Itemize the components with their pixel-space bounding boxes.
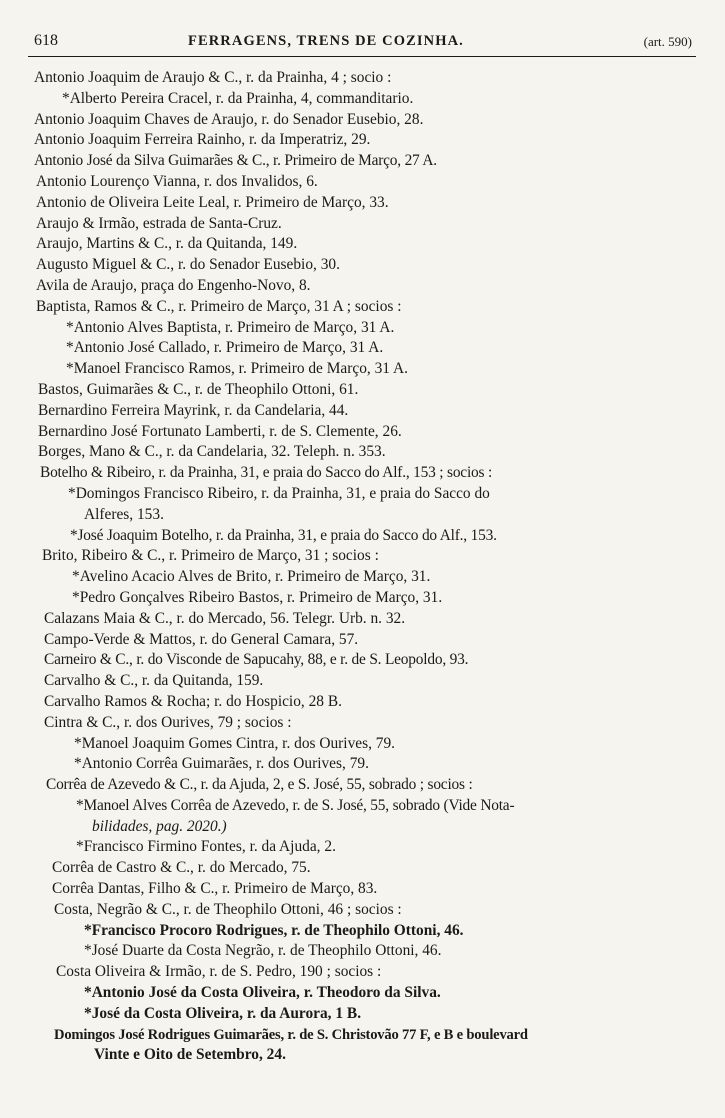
entry-line: *José da Costa Oliveira, r. da Aurora, 1 B.: [84, 1004, 362, 1022]
entry-line: *Antonio Alves Baptista, r. Primeiro de Março, 31 A.: [66, 318, 395, 336]
entry-line: Botelho & Ribeiro, r. da Prainha, 31, e praia do Sacco do Alf., 153 ; socios :: [40, 464, 493, 482]
entry-line: *Avelino Acacio Alves de Brito, r. Primeiro de Março, 31.: [72, 568, 431, 586]
entry-line: [38, 442, 725, 463]
entry-line: Corrêa de Castro & C., r. do Mercado, 75.: [52, 859, 311, 877]
entry-line: *Alberto Pereira Cracel, r. da Prainha, 4, commanditario.: [62, 89, 414, 107]
entry-line: Brito, Ribeiro & C., r. Primeiro de Março, 31 ; socios :: [42, 547, 379, 565]
entry-line: Carvalho & C., r. da Quitanda, 159.: [44, 672, 264, 690]
entry-line: *Pedro Gonçalves Ribeiro Bastos, r. Primeiro de Março, 31.: [72, 588, 443, 606]
entry-line: Antonio Lourenço Vianna, r. dos Invalidos, 6.: [36, 172, 318, 190]
entry-line: Calazans Maia & C., r. do Mercado, 56. Telegr. Urb. n. 32.: [44, 609, 406, 627]
entry-line: Antonio Joaquim de Araujo & C., r. da Prainha, 4 ; socio :: [34, 69, 392, 86]
entry-line: *Manoel Joaquim Gomes Cintra, r. dos Ourives, 79.: [74, 734, 396, 752]
entry-line: *Manoel Francisco Ramos, r. Primeiro de Março, 31 A.: [66, 360, 408, 378]
entry-line: Vinte e Oito de Setembro, 24.: [94, 1046, 286, 1064]
entry-line: *José Duarte da Costa Negrão, r. de Theophilo Ottoni, 46.: [84, 942, 442, 960]
entry-line: Antonio José da Silva Guimarães & C., r. Primeiro de Março, 27 A.: [34, 152, 437, 170]
entry-line: *Domingos Francisco Ribeiro, r. da Prainha, 31, e praia do Sacco do: [68, 484, 490, 502]
entry-line: Antonio Joaquim Chaves de Araujo, r. do Senador Eusebio, 28.: [34, 110, 424, 128]
entry-line: Baptista, Ramos & C., r. Primeiro de Março, 31 A ; socios :: [36, 297, 402, 315]
article-reference: (art. 590): [643, 34, 692, 49]
entry-line-text: Borges, Mano & C., r. da Candelaria, 32. Teleph. n. 353.: [38, 443, 386, 461]
entry-line: Araujo & Irmão, estrada de Santa-Cruz.: [36, 214, 282, 232]
entry-line: Avila de Araujo, praça do Engenho-Novo, 8.: [36, 276, 311, 294]
entry-line: Araujo, Martins & C., r. da Quitanda, 149.: [36, 235, 298, 253]
entry-line: Antonio de Oliveira Leite Leal, r. Primeiro de Março, 33.: [36, 193, 389, 211]
entry-line: Corrêa Dantas, Filho & C., r. Primeiro de Março, 83.: [52, 880, 378, 898]
running-title: FERRAGENS, TRENS DE COZINHA.: [188, 33, 464, 49]
entry-line: *Manoel Alves Corrêa de Azevedo, r. de S. José, 55, sobrado (Vide Nota-: [76, 796, 515, 814]
entry-line: Carvalho Ramos & Rocha; r. do Hospicio, 28 B.: [44, 692, 342, 710]
page-number: 618: [34, 32, 58, 49]
entry-line: *Francisco Procoro Rodrigues, r. de Theophilo Ottoni, 46.: [84, 921, 464, 939]
page-header: [28, 30, 696, 57]
entry-line: Alferes, 153.: [84, 505, 164, 523]
entry-line: Bernardino Ferreira Mayrink, r. da Candelaria, 44.: [38, 401, 349, 419]
entry-line: Costa Oliveira & Irmão, r. de S. Pedro, 190 ; socios :: [56, 963, 382, 981]
entry-line: Bernardino José Fortunato Lamberti, r. de S. Clemente, 26.: [38, 422, 402, 440]
entry-line: *Francisco Firmino Fontes, r. da Ajuda, 2.: [76, 838, 336, 856]
entry-line: *Antonio Corrêa Guimarães, r. dos Ourives, 79.: [74, 755, 369, 773]
entry-line: *Antonio José Callado, r. Primeiro de Março, 31 A.: [66, 339, 384, 357]
entry-line: Domingos José Rodrigues Guimarães, r. de S. Christovão 77 F, e B e boulevard: [54, 1026, 528, 1043]
entry-line: *Antonio José da Costa Oliveira, r. Theodoro da Silva.: [84, 984, 441, 1002]
directory-entries: [0, 68, 725, 1066]
entry-line: Costa, Negrão & C., r. de Theophilo Ottoni, 46 ; socios :: [54, 900, 402, 918]
entry-line: Carneiro & C., r. do Visconde de Sapucahy, 88, e r. de S. Leopoldo, 93.: [44, 651, 469, 669]
entry-line-text: bilidades, pag. 2020.): [92, 817, 227, 835]
entry-line: Antonio Joaquim Ferreira Rainho, r. da Imperatriz, 29.: [34, 131, 371, 149]
entry-line: Bastos, Guimarães & C., r. de Theophilo Ottoni, 61.: [38, 380, 359, 398]
entry-line: Corrêa de Azevedo & C., r. da Ajuda, 2, e S. José, 55, sobrado ; socios :: [46, 776, 473, 794]
entry-line: *José Joaquim Botelho, r. da Prainha, 31, e praia do Sacco do Alf., 153.: [70, 526, 497, 544]
entry-line: Campo-Verde & Mattos, r. do General Camara, 57.: [44, 630, 359, 648]
entry-line: [92, 817, 725, 838]
entry-line: Cintra & C., r. dos Ourives, 79 ; socios :: [44, 713, 292, 731]
entry-line: Augusto Miguel & C., r. do Senador Eusebio, 30.: [36, 256, 340, 274]
